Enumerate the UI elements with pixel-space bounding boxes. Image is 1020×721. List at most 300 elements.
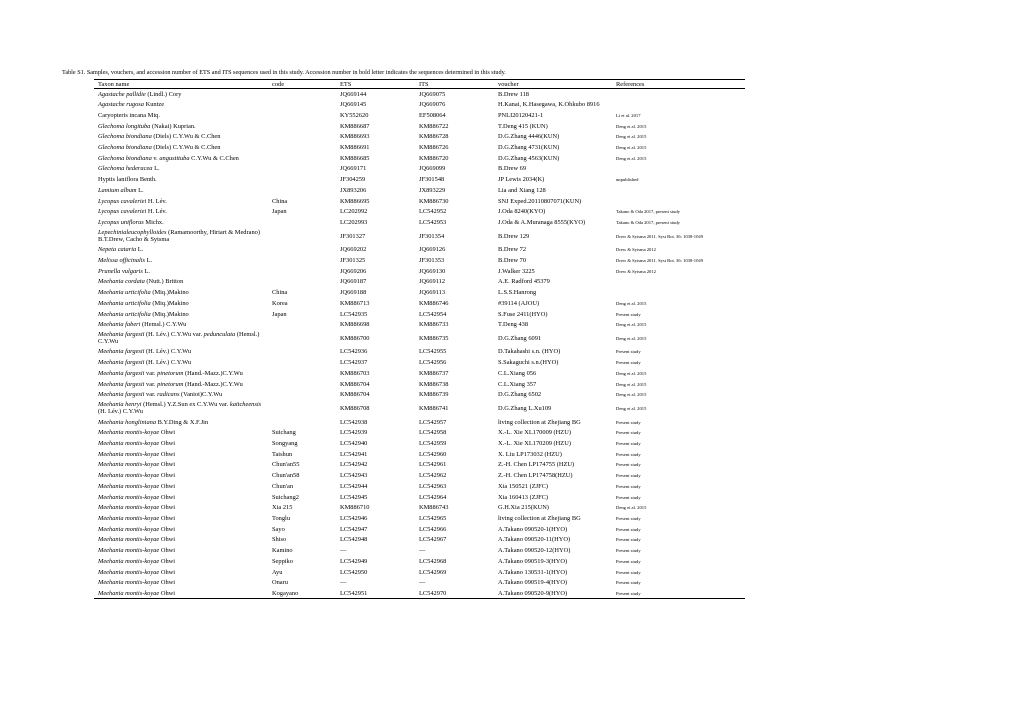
taxon-epithet: Nepeta cataria bbox=[98, 246, 137, 254]
table-row bbox=[94, 228, 745, 245]
reference-cell: Takano & Oda 2017, present study bbox=[616, 219, 680, 225]
code-cell: China bbox=[272, 289, 288, 297]
ets-accession-cell: LC542951 bbox=[336, 588, 415, 599]
ets-accession-cell: JQ669171 bbox=[340, 165, 367, 173]
voucher-cell: C.L.Xiang 056 bbox=[498, 369, 537, 377]
taxon-authority: (H. Lév.) C.Y.Wu var. bbox=[144, 331, 204, 339]
code-cell: Korea bbox=[272, 299, 288, 307]
taxon-epithet: Glechoma biondiana bbox=[98, 133, 152, 141]
taxon-name-cell bbox=[94, 244, 268, 255]
its-accession-cell: LC542960 bbox=[419, 450, 447, 458]
its-accession-cell: KM886741 bbox=[419, 404, 449, 412]
taxon-authority: (Hand.-Mazz.)C.Y.Wu bbox=[183, 369, 243, 377]
taxon-authority: L. bbox=[142, 267, 151, 275]
voucher-cell: A.Takano 090520-1(HYO) bbox=[498, 525, 568, 533]
taxon-name-cell bbox=[94, 287, 268, 298]
code-cell: Ayu bbox=[272, 568, 283, 576]
header-references: References bbox=[612, 80, 745, 89]
reference-cell: Deng et al. 2015 bbox=[616, 405, 647, 411]
reference-cell: Present study bbox=[616, 537, 641, 543]
table-row bbox=[94, 481, 745, 492]
taxon-name-cell bbox=[94, 298, 268, 309]
table-row bbox=[94, 255, 745, 266]
code-cell bbox=[268, 244, 336, 255]
taxon-epithet: Agastache pallidie bbox=[98, 90, 146, 98]
code-cell: Taishun bbox=[272, 450, 293, 458]
taxon-authority: Ohwi bbox=[159, 515, 176, 523]
code-cell bbox=[268, 185, 336, 196]
taxon-name-cell bbox=[94, 174, 268, 185]
ets-accession-cell: KM886695 bbox=[340, 197, 370, 205]
table-row bbox=[94, 217, 745, 228]
code-cell: Shiso bbox=[272, 536, 287, 544]
its-accession-cell: KM886746 bbox=[419, 299, 449, 307]
its-accession-cell: JQ669076 bbox=[419, 101, 446, 109]
code-cell bbox=[268, 217, 336, 228]
its-accession-cell: KM886735 bbox=[419, 334, 449, 342]
voucher-cell: A.Takano 090519-3(HYO) bbox=[498, 557, 568, 565]
ets-accession-cell: LC542937 bbox=[340, 359, 368, 367]
code-cell bbox=[268, 99, 336, 110]
table-row bbox=[94, 502, 745, 513]
ets-accession-cell: KM886713 bbox=[340, 299, 370, 307]
taxon-authority: Hyptis laniflora Benth. bbox=[98, 176, 157, 184]
taxon-authority: (Lindl.) Cory bbox=[145, 90, 182, 98]
code-cell: Chun'an55 bbox=[272, 461, 300, 469]
voucher-cell: Z.-H. Chen LP174755 (HZU) bbox=[498, 461, 575, 469]
voucher-cell: A.Takano 090519-4(HYO) bbox=[498, 579, 568, 587]
table-row bbox=[94, 277, 745, 288]
reference-cell bbox=[612, 287, 745, 298]
table-row bbox=[94, 567, 745, 578]
taxon-name-cell bbox=[94, 588, 268, 599]
voucher-cell: J.Oda & A.Muranaga 8555(KYO) bbox=[498, 218, 586, 226]
table-row bbox=[94, 142, 745, 153]
table-row bbox=[94, 357, 745, 368]
voucher-cell: A.Takano 090520-12(HYO) bbox=[498, 547, 571, 555]
taxon-authority: Ohwi bbox=[159, 429, 176, 437]
ets-accession-cell: JQ669187 bbox=[340, 278, 367, 286]
taxon-name-cell bbox=[94, 228, 268, 245]
its-accession-cell: KM886737 bbox=[419, 369, 449, 377]
ets-accession-cell: LC542936 bbox=[340, 348, 368, 356]
taxon-name-cell bbox=[94, 556, 268, 567]
ets-accession-cell: KM886691 bbox=[340, 143, 370, 151]
reference-cell: Deng et al. 2015 bbox=[616, 123, 647, 129]
code-cell bbox=[268, 110, 336, 121]
code-cell: Chun'an bbox=[272, 482, 294, 490]
its-accession-cell: KM886739 bbox=[419, 391, 449, 399]
its-accession-cell: KM886726 bbox=[419, 143, 449, 151]
code-cell bbox=[268, 389, 336, 400]
ets-accession-cell: LC542941 bbox=[340, 450, 368, 458]
voucher-cell: B.Drew 69 bbox=[498, 165, 527, 173]
ets-accession-cell: LC202993 bbox=[340, 218, 368, 226]
voucher-cell: Xia 160413 (ZJFC) bbox=[498, 493, 549, 501]
code-cell: Kamino bbox=[272, 547, 293, 555]
taxon-epithet: Meehania montis-koyae bbox=[98, 515, 160, 523]
ets-accession-cell: KM886704 bbox=[340, 380, 370, 388]
taxon-name-cell bbox=[94, 470, 268, 481]
code-cell: Sayo bbox=[272, 525, 285, 533]
table-row bbox=[94, 121, 745, 132]
taxon-authority: (Miq.)Makino bbox=[150, 310, 189, 318]
ets-accession-cell: KM886704 bbox=[340, 391, 370, 399]
its-accession-cell: JQ669130 bbox=[419, 267, 446, 275]
table-row bbox=[94, 298, 745, 309]
reference-cell: Present study bbox=[616, 440, 641, 446]
its-accession-cell: LC542952 bbox=[419, 208, 447, 216]
taxon-epithet: Meehania montis-koyae bbox=[98, 493, 160, 501]
voucher-cell: S.Sakaguchi s.n.(HYO) bbox=[498, 359, 559, 367]
taxon-authority: Ohwi bbox=[159, 547, 176, 555]
reference-cell: Deng et al. 2015 bbox=[616, 370, 647, 376]
taxon-authority: (Hand.-Mazz.)C.Y.Wu bbox=[183, 380, 243, 388]
taxon-name-cell bbox=[94, 481, 268, 492]
ets-accession-cell: JQ669202 bbox=[340, 246, 367, 254]
reference-cell: Deng et al. 2015 bbox=[616, 392, 647, 398]
table-row bbox=[94, 556, 745, 567]
ets-accession-cell: KY552620 bbox=[340, 111, 369, 119]
reference-cell: unpublished bbox=[616, 177, 639, 183]
taxon-authority: var. bbox=[144, 391, 158, 399]
taxon-epithet: Meehania montis-koyae bbox=[98, 450, 160, 458]
voucher-cell: A.Takano 090520-11(HYO) bbox=[498, 536, 571, 544]
taxon-name-cell bbox=[94, 438, 268, 449]
taxon-authority: Ohwi bbox=[159, 493, 176, 501]
code-cell: Suichang2 bbox=[272, 493, 299, 501]
ets-accession-cell: JF301327 bbox=[340, 232, 366, 240]
its-accession-cell: — bbox=[419, 579, 426, 587]
taxon-name-cell bbox=[94, 502, 268, 513]
code-cell bbox=[268, 131, 336, 142]
voucher-cell: B.Drew 118 bbox=[498, 90, 530, 98]
reference-cell: Deng et al. 2015 bbox=[616, 134, 647, 140]
reference-cell: Present study bbox=[616, 526, 641, 532]
reference-cell: Present study bbox=[616, 494, 641, 500]
taxon-epithet: Lepechinialeucophylloides bbox=[98, 228, 167, 236]
reference-cell: Deng et al. 2015 bbox=[616, 155, 647, 161]
reference-cell: Present study bbox=[616, 473, 641, 479]
header-code: code bbox=[268, 80, 336, 89]
its-accession-cell: JQ669113 bbox=[419, 289, 446, 297]
reference-cell: Present study bbox=[616, 558, 641, 564]
voucher-cell: J.Oda 8240(KYO) bbox=[498, 208, 546, 216]
ets-accession-cell: JQ669206 bbox=[340, 267, 367, 275]
taxon-name-cell bbox=[94, 196, 268, 207]
taxon-epithet: Prunella vulgaris bbox=[98, 267, 143, 275]
taxon-epithet: Meehania urticifolia bbox=[98, 299, 151, 307]
voucher-cell: J.Walker 3225 bbox=[498, 267, 535, 275]
its-accession-cell: JF301353 bbox=[419, 256, 445, 264]
code-cell bbox=[268, 379, 336, 390]
its-accession-cell: JF301548 bbox=[419, 176, 445, 184]
code-cell: China bbox=[272, 197, 288, 205]
its-accession-cell: LC542956 bbox=[419, 359, 447, 367]
reference-cell: Deng et al. 2015 bbox=[616, 322, 647, 328]
taxon-authority: H. Lév. bbox=[146, 197, 167, 205]
voucher-cell: A.E. Radford 45379 bbox=[498, 278, 550, 286]
ets-accession-cell: KM886687 bbox=[340, 122, 370, 130]
taxon-name-cell bbox=[94, 185, 268, 196]
voucher-cell: G.H.Xia 215(KUN) bbox=[498, 504, 549, 512]
ets-accession-cell: LC542946 bbox=[340, 515, 368, 523]
table-row bbox=[94, 470, 745, 481]
its-accession-cell: EF508064 bbox=[419, 111, 446, 119]
reference-cell: Deng et al. 2015 bbox=[616, 144, 647, 150]
code-cell: Xia 215 bbox=[272, 504, 293, 512]
voucher-cell: X.-L. Xie XL170209 (HZU) bbox=[498, 439, 571, 447]
taxon-authority: Ohwi bbox=[159, 579, 176, 587]
ets-accession-cell: KM886703 bbox=[340, 369, 370, 377]
reference-cell: Takano & Oda 2017, present study bbox=[616, 209, 680, 215]
ets-accession-cell: KM886710 bbox=[340, 504, 370, 512]
taxon-epithet: Glechoma hederacea bbox=[98, 165, 153, 173]
reference-cell bbox=[612, 89, 745, 100]
taxon-authority: var. bbox=[144, 380, 158, 388]
taxon-name-cell bbox=[94, 400, 268, 417]
taxon-name-cell bbox=[94, 255, 268, 266]
table-row bbox=[94, 110, 745, 121]
taxon-epithet: Lycopus cavaleriei bbox=[98, 197, 147, 205]
its-accession-cell: LC542966 bbox=[419, 525, 447, 533]
taxon-name-cell bbox=[94, 513, 268, 524]
taxon-epithet: Melissa officinalis bbox=[98, 256, 146, 264]
table-row bbox=[94, 427, 745, 438]
table-row bbox=[94, 513, 745, 524]
taxon-epithet: pedunculata bbox=[203, 331, 236, 339]
ets-accession-cell: LC542945 bbox=[340, 493, 368, 501]
taxon-epithet: Meehania urticifolia bbox=[98, 289, 151, 297]
taxon-authority: L. bbox=[152, 165, 160, 173]
taxon-epithet: Meehania fargesii bbox=[98, 380, 145, 388]
taxon-epithet: Meehania montis-koyae bbox=[98, 589, 160, 597]
taxon-authority: (Vaniot)C.Y.Wu bbox=[179, 391, 223, 399]
voucher-cell: L.S.S.Hanrong bbox=[498, 289, 537, 297]
table-row bbox=[94, 389, 745, 400]
table-row bbox=[94, 417, 745, 428]
ets-accession-cell: KM886685 bbox=[340, 154, 370, 162]
code-cell: Japan bbox=[272, 310, 287, 318]
voucher-cell: JP Lewis 2034(K) bbox=[498, 176, 545, 184]
table-row bbox=[94, 588, 745, 599]
voucher-cell: D.G.Zhang 4563(KUN) bbox=[498, 154, 560, 162]
taxon-authority: (Diels) C.Y.Wu & C.Chen bbox=[151, 133, 221, 141]
ets-accession-cell: LC542943 bbox=[340, 472, 368, 480]
voucher-cell: #39114 (AJOU) bbox=[498, 299, 540, 307]
code-cell bbox=[268, 153, 336, 164]
reference-cell: Present study bbox=[616, 483, 641, 489]
taxon-name-cell bbox=[94, 524, 268, 535]
its-accession-cell: LC542957 bbox=[419, 418, 447, 426]
table-row bbox=[94, 196, 745, 207]
voucher-cell: A.Takano 130531-1(HYO) bbox=[498, 568, 568, 576]
taxon-name-cell bbox=[94, 131, 268, 142]
taxon-authority: (Miq.)Makino bbox=[150, 289, 189, 297]
taxon-name-cell bbox=[94, 277, 268, 288]
taxon-name-cell bbox=[94, 492, 268, 503]
taxon-authority: Ohwi bbox=[159, 461, 176, 469]
reference-cell: Present study bbox=[616, 349, 641, 355]
reference-cell bbox=[612, 99, 745, 110]
code-cell bbox=[268, 89, 336, 100]
ets-accession-cell: JQ669145 bbox=[340, 101, 367, 109]
voucher-cell: B.Drew 70 bbox=[498, 256, 527, 264]
taxon-epithet: Meehania montis-koyae bbox=[98, 482, 160, 490]
reference-cell: Drew & Sytsma 2011. Syst Bot. 36: 1038-1049 bbox=[616, 257, 703, 263]
code-cell: Chun'an58 bbox=[272, 472, 300, 480]
taxon-name-cell bbox=[94, 545, 268, 556]
reference-cell bbox=[612, 196, 745, 207]
header-row bbox=[94, 80, 745, 89]
voucher-cell: B.Drew 72 bbox=[498, 246, 527, 254]
ets-accession-cell: KM886708 bbox=[340, 404, 370, 412]
taxon-authority: (H. Lév.) C.Y.Wu bbox=[144, 359, 192, 367]
ets-accession-cell: KM886698 bbox=[340, 321, 370, 329]
header-taxon-name: Taxon name bbox=[94, 80, 268, 89]
voucher-cell: T.Deng 438 bbox=[498, 321, 529, 329]
ets-accession-cell: LC542938 bbox=[340, 418, 368, 426]
reference-cell: Deng et al. 2015 bbox=[616, 335, 647, 341]
voucher-cell: C.L.Xiang 357 bbox=[498, 380, 537, 388]
taxon-name-cell bbox=[94, 567, 268, 578]
code-cell bbox=[268, 142, 336, 153]
code-cell: Suichang bbox=[272, 429, 296, 437]
its-accession-cell: KM886738 bbox=[419, 380, 449, 388]
its-accession-cell: LC542968 bbox=[419, 557, 447, 565]
its-accession-cell: LC542963 bbox=[419, 482, 447, 490]
ets-accession-cell: — bbox=[340, 547, 347, 555]
code-cell bbox=[268, 277, 336, 288]
reference-cell: Present study bbox=[616, 580, 641, 586]
ets-accession-cell: KM886693 bbox=[340, 133, 370, 141]
table-row bbox=[94, 174, 745, 185]
taxon-name-cell bbox=[94, 577, 268, 588]
voucher-cell: living collection at Zhejiang BG bbox=[498, 515, 581, 523]
taxon-name-cell bbox=[94, 460, 268, 471]
voucher-cell: D.G.Zhang 4731(KUN) bbox=[498, 143, 560, 151]
code-cell: Seppiko bbox=[272, 557, 293, 565]
table-row bbox=[94, 164, 745, 175]
reference-cell bbox=[612, 185, 745, 196]
code-cell bbox=[268, 400, 336, 417]
table-row bbox=[94, 449, 745, 460]
ets-accession-cell: LC542935 bbox=[340, 310, 368, 318]
taxon-authority: Caryopteris incana Miq. bbox=[98, 111, 160, 119]
taxon-epithet: Agastache rugosa bbox=[98, 101, 144, 109]
taxon-authority: Ohwi bbox=[159, 450, 176, 458]
taxon-name-cell bbox=[94, 535, 268, 546]
ets-accession-cell: LC542940 bbox=[340, 439, 368, 447]
taxon-authority: Ohwi bbox=[159, 504, 176, 512]
taxon-name-cell bbox=[94, 379, 268, 390]
reference-cell: Present study bbox=[612, 588, 745, 599]
taxon-epithet: Meehania montis-koyae bbox=[98, 557, 160, 565]
table-row bbox=[94, 379, 745, 390]
taxon-epithet: Meehania montis-koyae bbox=[98, 579, 160, 587]
taxon-epithet: Meehania faberi bbox=[98, 321, 141, 329]
taxon-authority: B.Y.Ding & X.F.Jin bbox=[156, 418, 209, 426]
code-cell bbox=[268, 174, 336, 185]
table-row bbox=[94, 545, 745, 556]
taxon-name-cell bbox=[94, 309, 268, 320]
taxon-epithet: Meehania montis-koyae bbox=[98, 536, 160, 544]
reference-cell: Present study bbox=[616, 311, 641, 317]
voucher-cell: Xia 150521 (ZJFC) bbox=[498, 482, 549, 490]
taxon-authority: L. bbox=[136, 246, 144, 254]
its-accession-cell: LC542967 bbox=[419, 536, 447, 544]
ets-accession-cell: LC542949 bbox=[340, 557, 368, 565]
taxon-epithet: angustituba bbox=[159, 154, 190, 162]
its-accession-cell: — bbox=[419, 547, 426, 555]
reference-cell: Present study bbox=[616, 569, 641, 575]
taxon-authority: Ohwi bbox=[159, 439, 176, 447]
taxon-name-cell bbox=[94, 142, 268, 153]
taxon-epithet: Meehania montis-koyae bbox=[98, 547, 160, 555]
reference-cell: Present study bbox=[616, 462, 641, 468]
reference-cell: Present study bbox=[616, 548, 641, 554]
voucher-cell: S.Fuse 2411(HYO) bbox=[498, 310, 548, 318]
table-row bbox=[94, 89, 745, 100]
taxon-epithet: Meehania montis-koyae bbox=[98, 429, 160, 437]
taxon-name-cell bbox=[94, 266, 268, 277]
taxon-name-cell bbox=[94, 164, 268, 175]
code-cell bbox=[268, 121, 336, 132]
code-cell: Onaru bbox=[272, 579, 288, 587]
voucher-cell: T.Deng 415 (KUN) bbox=[498, 122, 548, 130]
taxon-epithet: Meehania montis-koyae bbox=[98, 568, 160, 576]
taxon-name-cell bbox=[94, 99, 268, 110]
taxon-epithet: Meehania fargesii bbox=[98, 391, 145, 399]
reference-cell: Present study bbox=[616, 516, 641, 522]
taxon-epithet: pinetorum bbox=[157, 369, 184, 377]
taxon-authority: Ohwi bbox=[159, 482, 176, 490]
its-accession-cell: JQ669112 bbox=[419, 278, 446, 286]
code-cell: Japan bbox=[272, 208, 287, 216]
its-accession-cell: LC542970 bbox=[415, 588, 494, 599]
taxon-epithet: pinetorum bbox=[157, 380, 184, 388]
its-accession-cell: JX893229 bbox=[419, 186, 446, 194]
taxon-authority: L. bbox=[136, 186, 144, 194]
taxon-epithet: Glechoma biondiana bbox=[98, 143, 152, 151]
header-its: ITS bbox=[415, 80, 494, 89]
taxon-epithet: Meehania henryi bbox=[98, 401, 142, 409]
table-row bbox=[94, 309, 745, 320]
code-cell bbox=[268, 228, 336, 245]
taxon-epithet: Meehania hongliniana bbox=[98, 418, 157, 426]
voucher-cell: SNJ Exped.20110807071(KUN) bbox=[498, 197, 582, 205]
taxon-authority: Kuntze bbox=[143, 101, 165, 109]
code-cell bbox=[268, 357, 336, 368]
its-accession-cell: LC542964 bbox=[419, 493, 447, 501]
taxon-name-cell bbox=[94, 153, 268, 164]
taxon-authority: var. bbox=[144, 369, 158, 377]
ets-accession-cell: — bbox=[340, 579, 347, 587]
voucher-cell: X. Liu LP173032 (HZU) bbox=[498, 450, 562, 458]
code-cell: Songyang bbox=[272, 439, 298, 447]
voucher-cell: Z.-H. Chen LP174758(HZU) bbox=[498, 472, 573, 480]
reference-cell bbox=[612, 164, 745, 175]
table-row bbox=[94, 131, 745, 142]
taxon-epithet: Meehania montis-koyae bbox=[98, 461, 160, 469]
voucher-cell: A.Takano 090520-9(HYO) bbox=[494, 588, 612, 599]
reference-cell: Drew & Sytsma 2012 bbox=[616, 268, 656, 274]
its-accession-cell: LC542969 bbox=[419, 568, 447, 576]
reference-cell: Present study bbox=[616, 360, 641, 366]
table-row bbox=[94, 492, 745, 503]
ets-accession-cell: JQ669188 bbox=[340, 289, 367, 297]
taxon-name-cell bbox=[94, 89, 268, 100]
